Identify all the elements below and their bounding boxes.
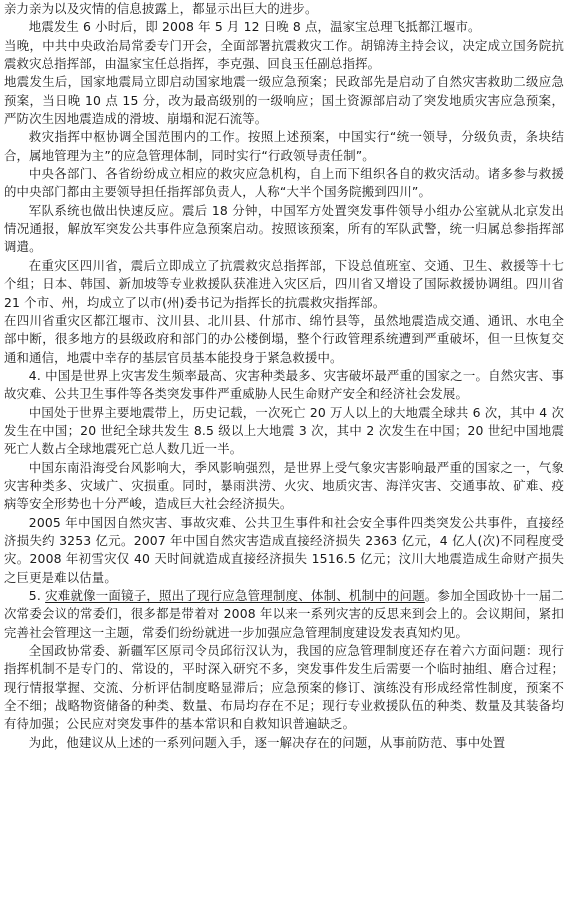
paragraph-8: 在重灾区四川省，震后立即成立了抗震救灾总指挥部，下设总值班室、交通、卫生、救援等十七个组；日本、韩国、新加坡等专业救援队获准进入灾区后，四川省又增设了国际救援协调组。四川省 21 个市、州，均成立了以市(州)委书记为指挥长的抗震救灾指挥部。 <box>4 257 564 310</box>
paragraph-14-suffix: 。参加全国政协十一届二次常委会议的常委们，很多都是带着对 2008 年以来一系列灾害的反思来到会上的。会议期间，紧扣完善社会管理这一主题，常委们纷纷就进一步加强应急管理制度建设发表真知灼见。 <box>4 588 564 640</box>
paragraph-7: 军队系统也做出快速反应。震后 18 分钟，中国军方处置突发事件领导小组办公室就从北京发出情况通报，解放军突发公共事件应急预案启动。按照该预案，所有的军队武警，统一归属总参指挥部调遣。 <box>4 202 564 255</box>
paragraph-12: 中国东南沿海受台风影响大，季风影响强烈，是世界上受气象灾害影响最严重的国家之一，气象灾害种类多、灾域广、灾损重。同时，暴雨洪涝、火灾、地质灾害、海洋灾害、交通事故、矿难、疫病等安全形势也十分严峻，造成巨大社会经济损失。 <box>4 459 564 512</box>
paragraph-4: 地震发生后，国家地震局立即启动国家地震一级应急预案；民政部先是启动了自然灾害救助二级应急预案，当日晚 10 点 15 分，改为最高级别的一级响应；国土资源部启动了突发地质灾害应急预案，严防次生因地震造成的滑坡、崩塌和泥石流等。 <box>4 74 564 127</box>
paragraph-6: 中央各部门、各省纷纷成立相应的救灾应急机构，自上而下组织各自的救灾活动。诸多参与救援的中央部门都由主要领导担任指挥部负责人，人称“大半个国务院搬到四川”。 <box>4 166 564 200</box>
underlined-key-sentence: 灾难就像一面镜子，照出了现行应急管理制度、体制、机制中的问题 <box>45 588 425 603</box>
document-body <box>4 0 564 752</box>
paragraph-14 <box>4 587 564 642</box>
paragraph-15: 全国政协常委、新疆军区原司令员邱衍汉认为，我国的应急管理制度还存在着六方面问题：现行指挥机制不是专门的、常设的，平时深入研究不多，突发事件发生后需要一个临时抽组、磨合过程；现行情报掌握、交流、分析评估制度略显滞后；应急预案的修订、演练没有形成经常性制度，预案不全不细；战略物资储备的种类、数量、布局均存在不足；现行专业救援队伍的种类、数量及其装备均有待加强；公民应对突发事件的基本常识和自救知识普遍缺乏。 <box>4 643 564 732</box>
paragraph-9: 在四川省重灾区都江堰市、汶川县、北川县、什邡市、绵竹县等，虽然地震造成交通、通讯、水电全部中断，很多地方的县级政府和部门的办公楼倒塌，整个行政管理系统遭到严重破坏，但一旦恢复交通和通信，地震中幸存的基层官员基本能投身于紧急救援中。 <box>4 312 564 365</box>
paragraph-1: 亲力亲为以及灾情的信息披露上，都显示出巨大的进步。 <box>4 1 318 16</box>
paragraph-14-prefix: 5. <box>28 588 46 603</box>
paragraph-16: 为此，他建议从上述的一系列问题入手，逐一解决存在的问题，从事前防范、事中处置 <box>28 734 506 750</box>
paragraph-5: 救灾指挥中枢协调全国范围内的工作。按照上述预案，中国实行“统一领导，分级负责，条块结合，属地管理为主”的应急管理体制，同时实行“行政领导责任制”。 <box>4 129 564 163</box>
paragraph-3: 当晚，中共中央政治局常委专门开会，全面部署抗震救灾工作。胡锦涛主持会议，决定成立国务院抗震救灾总指挥部，由温家宝任总指挥，李克强、回良玉任副总指挥。 <box>4 37 564 72</box>
paragraph-13: 2005 年中国因自然灾害、事故灾难、公共卫生事件和社会安全事件四类突发公共事件，直接经济损失约 3253 亿元。2007 年中国自然灾害造成直接经济损失 2363 亿元，4 亿人(次)不同程度受灾。2008 年初雪灾仅 40 天时间就造成直接经济损失 1516.5 亿元；汶川大地震造成生命财产损失之巨更是难以估量。 <box>4 514 564 585</box>
paragraph-11: 中国处于世界主要地震带上，历史记载，一次死亡 20 万人以上的大地震全球共 6 次，其中 4 次发生在中国；20 世纪全球共发生 8.5 级以上大地震 3 次，其中 2 次发生在中国；20 世纪中国地震死亡人数占全球地震死亡总人数几近一半。 <box>4 404 564 457</box>
paragraph-2: 地震发生 6 小时后，即 2008 年 5 月 12 日晚 8 点，温家宝总理飞抵都江堰市。 <box>28 19 481 35</box>
paragraph-10: 4. 中国是世界上灾害发生频率最高、灾害种类最多、灾害破坏最严重的国家之一。自然灾害、事故灾难、公共卫生事件等各类突发事件严重威胁人民生命财产安全和经济社会发展。 <box>4 367 564 402</box>
